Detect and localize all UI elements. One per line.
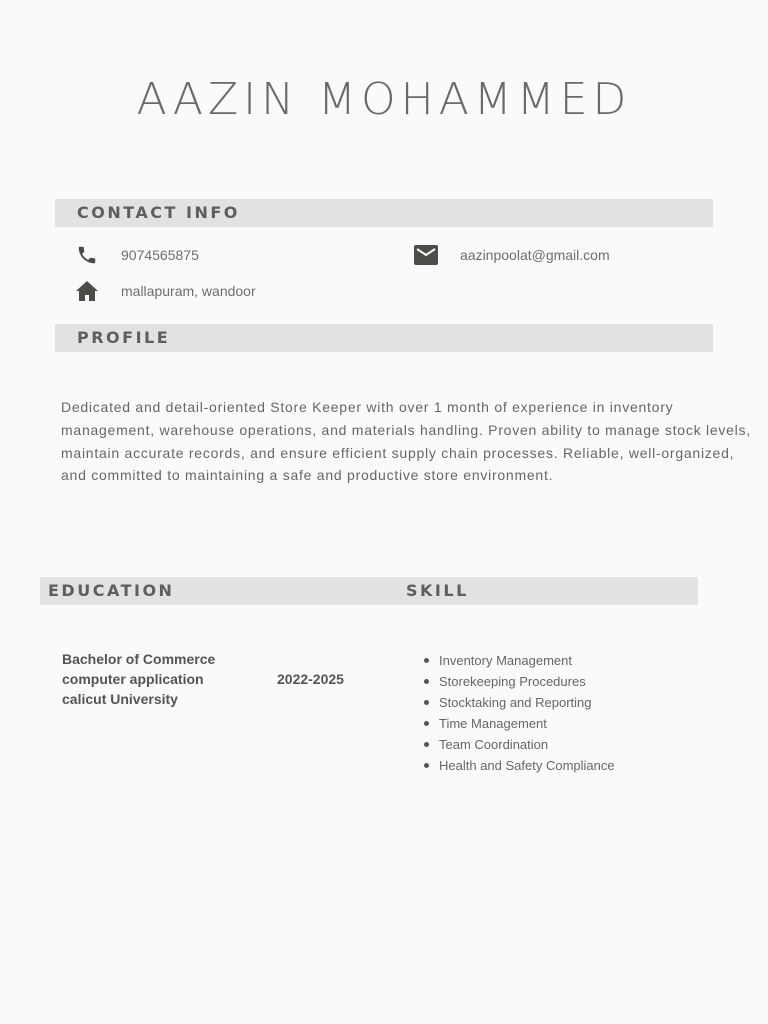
profile-summary: Dedicated and detail-oriented Store Keeper with over 1 month of experience in inventory management, warehouse operations, and materials handling. Proven ability to manage stock levels, maintain accurate records, and ensure efficient supply chain processes. Reliable, well-organized, and committed to maintaining a safe and productive store environment. xyxy=(61,399,751,484)
contact-phone-row xyxy=(75,243,199,267)
skill-section-title: SKILL xyxy=(406,581,469,600)
skill-item: Health and Safety Compliance xyxy=(421,755,615,776)
profile-section-bar xyxy=(55,324,713,352)
address-text: mallapuram, wandoor xyxy=(121,283,256,299)
phone-number[interactable]: 9074565875 xyxy=(121,247,199,263)
contact-email-row xyxy=(414,243,610,267)
profile-section-title: PROFILE xyxy=(77,328,171,347)
education-years: 2022-2025 xyxy=(277,671,344,687)
skill-item: Inventory Management xyxy=(421,650,615,671)
phone-icon xyxy=(75,243,99,267)
home-icon xyxy=(75,279,99,303)
education-skill-bar xyxy=(40,577,698,605)
education-major: computer application xyxy=(62,671,204,687)
education-university: calicut University xyxy=(62,691,178,707)
contact-section-title: CONTACT INFO xyxy=(77,203,240,222)
skill-item: Team Coordination xyxy=(421,734,615,755)
skills-list xyxy=(421,650,615,776)
email-icon xyxy=(414,243,438,267)
email-address[interactable]: aazinpoolat@gmail.com xyxy=(460,247,610,263)
contact-address-row xyxy=(75,279,256,303)
contact-section-bar xyxy=(55,199,713,227)
education-entry xyxy=(62,649,262,709)
education-degree: Bachelor of Commerce xyxy=(62,651,216,667)
skill-item: Stocktaking and Reporting xyxy=(421,692,615,713)
skill-item: Storekeeping Procedures xyxy=(421,671,615,692)
skill-item: Time Management xyxy=(421,713,615,734)
education-section-title: EDUCATION xyxy=(48,581,175,600)
resume-name: AAZIN MOHAMMED xyxy=(136,74,632,125)
